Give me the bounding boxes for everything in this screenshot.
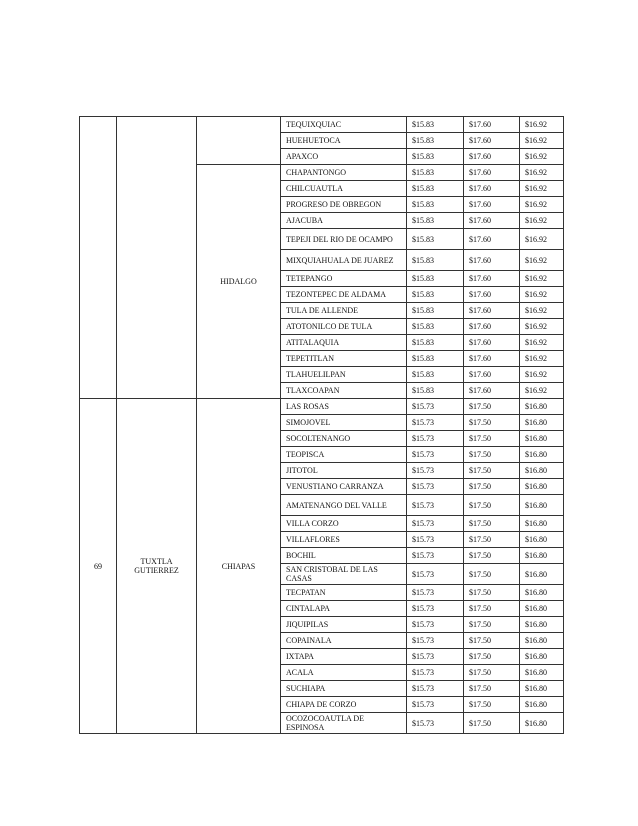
price-1-cell: $15.73 (407, 447, 464, 463)
municipio-cell: HUEHUETOCA (281, 133, 407, 149)
price-1-cell: $15.73 (407, 548, 464, 564)
municipio-cell: VILLA CORZO (281, 516, 407, 532)
price-3-cell: $16.92 (520, 213, 564, 229)
price-2-cell: $17.50 (464, 649, 520, 665)
price-2-cell: $17.60 (464, 117, 520, 133)
price-1-cell: $15.83 (407, 271, 464, 287)
municipio-cell: BOCHIL (281, 548, 407, 564)
municipio-cell: ACALA (281, 665, 407, 681)
price-1-cell: $15.83 (407, 149, 464, 165)
price-1-cell: $15.73 (407, 633, 464, 649)
price-3-cell: $16.80 (520, 516, 564, 532)
price-3-cell: $16.80 (520, 697, 564, 713)
region-name-cell (117, 117, 197, 399)
price-1-cell: $15.83 (407, 133, 464, 149)
price-2-cell: $17.50 (464, 617, 520, 633)
price-3-cell: $16.80 (520, 431, 564, 447)
price-1-cell: $15.83 (407, 197, 464, 213)
municipio-cell: CHILCUAUTLA (281, 181, 407, 197)
municipio-cell: JIQUIPILAS (281, 617, 407, 633)
price-2-cell: $17.60 (464, 165, 520, 181)
price-1-cell: $15.73 (407, 665, 464, 681)
price-1-cell: $15.73 (407, 585, 464, 601)
table-row (80, 117, 564, 133)
price-2-cell: $17.60 (464, 319, 520, 335)
price-2-cell: $17.60 (464, 229, 520, 250)
price-1-cell: $15.83 (407, 351, 464, 367)
price-3-cell: $16.92 (520, 383, 564, 399)
price-3-cell: $16.92 (520, 303, 564, 319)
municipio-cell: TETEPANGO (281, 271, 407, 287)
price-2-cell: $17.60 (464, 181, 520, 197)
price-1-cell: $15.83 (407, 229, 464, 250)
price-1-cell: $15.83 (407, 367, 464, 383)
price-2-cell: $17.60 (464, 303, 520, 319)
price-3-cell: $16.92 (520, 133, 564, 149)
state-cell: CHIAPAS (197, 399, 281, 734)
price-2-cell: $17.50 (464, 495, 520, 516)
municipio-cell: TECPATAN (281, 585, 407, 601)
municipio-cell: TEPETITLAN (281, 351, 407, 367)
price-3-cell: $16.92 (520, 181, 564, 197)
price-1-cell: $15.83 (407, 117, 464, 133)
municipio-cell: CHIAPA DE CORZO (281, 697, 407, 713)
state-cell (197, 117, 281, 165)
municipio-cell: CINTALAPA (281, 601, 407, 617)
price-3-cell: $16.80 (520, 665, 564, 681)
price-1-cell: $15.73 (407, 479, 464, 495)
municipio-cell: ATOTONILCO DE TULA (281, 319, 407, 335)
price-2-cell: $17.60 (464, 287, 520, 303)
price-3-cell: $16.80 (520, 495, 564, 516)
price-3-cell: $16.80 (520, 649, 564, 665)
price-1-cell: $15.83 (407, 287, 464, 303)
price-3-cell: $16.80 (520, 548, 564, 564)
price-2-cell: $17.50 (464, 585, 520, 601)
price-3-cell: $16.92 (520, 287, 564, 303)
price-3-cell: $16.92 (520, 117, 564, 133)
municipio-cell: SAN CRISTOBAL DE LAS CASAS (281, 564, 407, 585)
table-row (80, 399, 564, 415)
municipio-cell: VENUSTIANO CARRANZA (281, 479, 407, 495)
price-3-cell: $16.80 (520, 532, 564, 548)
price-3-cell: $16.92 (520, 367, 564, 383)
municipio-cell: OCOZOCOAUTLA DE ESPINOSA (281, 713, 407, 734)
price-3-cell: $16.80 (520, 564, 564, 585)
price-3-cell: $16.80 (520, 399, 564, 415)
price-3-cell: $16.92 (520, 165, 564, 181)
price-2-cell: $17.50 (464, 463, 520, 479)
price-3-cell: $16.92 (520, 335, 564, 351)
price-1-cell: $15.73 (407, 463, 464, 479)
price-1-cell: $15.83 (407, 250, 464, 271)
municipio-cell: TLAXCOAPAN (281, 383, 407, 399)
price-2-cell: $17.60 (464, 197, 520, 213)
price-table-body (80, 117, 564, 734)
price-3-cell: $16.80 (520, 447, 564, 463)
price-2-cell: $17.50 (464, 532, 520, 548)
price-3-cell: $16.80 (520, 617, 564, 633)
municipio-cell: CHAPANTONGO (281, 165, 407, 181)
price-1-cell: $15.73 (407, 617, 464, 633)
price-1-cell: $15.73 (407, 516, 464, 532)
price-2-cell: $17.60 (464, 383, 520, 399)
price-1-cell: $15.83 (407, 213, 464, 229)
price-2-cell: $17.60 (464, 335, 520, 351)
municipio-cell: APAXCO (281, 149, 407, 165)
region-id-cell: 69 (80, 399, 117, 734)
price-3-cell: $16.80 (520, 479, 564, 495)
municipio-cell: LAS ROSAS (281, 399, 407, 415)
price-1-cell: $15.83 (407, 303, 464, 319)
price-3-cell: $16.92 (520, 197, 564, 213)
price-2-cell: $17.50 (464, 447, 520, 463)
municipio-cell: VILLAFLORES (281, 532, 407, 548)
price-2-cell: $17.50 (464, 399, 520, 415)
price-1-cell: $15.73 (407, 681, 464, 697)
price-1-cell: $15.73 (407, 697, 464, 713)
price-1-cell: $15.73 (407, 649, 464, 665)
price-2-cell: $17.50 (464, 564, 520, 585)
price-2-cell: $17.60 (464, 213, 520, 229)
price-2-cell: $17.60 (464, 367, 520, 383)
municipio-cell: AMATENANGO DEL VALLE (281, 495, 407, 516)
price-table (79, 116, 564, 734)
price-1-cell: $15.73 (407, 564, 464, 585)
price-3-cell: $16.92 (520, 351, 564, 367)
price-3-cell: $16.80 (520, 713, 564, 734)
price-3-cell: $16.92 (520, 271, 564, 287)
price-1-cell: $15.73 (407, 495, 464, 516)
price-1-cell: $15.73 (407, 399, 464, 415)
price-3-cell: $16.80 (520, 681, 564, 697)
municipio-cell: TLAHUELILPAN (281, 367, 407, 383)
price-2-cell: $17.50 (464, 415, 520, 431)
municipio-cell: PROGRESO DE OBREGON (281, 197, 407, 213)
price-1-cell: $15.83 (407, 319, 464, 335)
price-2-cell: $17.50 (464, 697, 520, 713)
price-1-cell: $15.83 (407, 383, 464, 399)
municipio-cell: TEZONTEPEC DE ALDAMA (281, 287, 407, 303)
price-3-cell: $16.92 (520, 319, 564, 335)
price-2-cell: $17.60 (464, 351, 520, 367)
price-3-cell: $16.80 (520, 633, 564, 649)
price-1-cell: $15.73 (407, 532, 464, 548)
price-2-cell: $17.50 (464, 516, 520, 532)
price-3-cell: $16.92 (520, 250, 564, 271)
price-2-cell: $17.50 (464, 601, 520, 617)
price-2-cell: $17.50 (464, 681, 520, 697)
municipio-cell: TEPEJI DEL RIO DE OCAMPO (281, 229, 407, 250)
region-id-cell (80, 117, 117, 399)
price-3-cell: $16.92 (520, 229, 564, 250)
municipio-cell: SIMOJOVEL (281, 415, 407, 431)
municipio-cell: TULA DE ALLENDE (281, 303, 407, 319)
price-2-cell: $17.60 (464, 271, 520, 287)
price-3-cell: $16.80 (520, 463, 564, 479)
price-2-cell: $17.60 (464, 149, 520, 165)
municipio-cell: JITOTOL (281, 463, 407, 479)
municipio-cell: ATITALAQUIA (281, 335, 407, 351)
price-3-cell: $16.80 (520, 601, 564, 617)
municipio-cell: AJACUBA (281, 213, 407, 229)
municipio-cell: TEOPISCA (281, 447, 407, 463)
municipio-cell: MIXQUIAHUALA DE JUAREZ (281, 250, 407, 271)
state-cell: HIDALGO (197, 165, 281, 399)
municipio-cell: TEQUIXQUIAC (281, 117, 407, 133)
price-3-cell: $16.80 (520, 585, 564, 601)
price-3-cell: $16.80 (520, 415, 564, 431)
price-2-cell: $17.50 (464, 665, 520, 681)
price-1-cell: $15.73 (407, 601, 464, 617)
price-2-cell: $17.50 (464, 713, 520, 734)
price-1-cell: $15.73 (407, 713, 464, 734)
price-1-cell: $15.73 (407, 415, 464, 431)
price-2-cell: $17.50 (464, 479, 520, 495)
price-1-cell: $15.83 (407, 165, 464, 181)
price-2-cell: $17.60 (464, 133, 520, 149)
price-2-cell: $17.60 (464, 250, 520, 271)
municipio-cell: SOCOLTENANGO (281, 431, 407, 447)
municipio-cell: IXTAPA (281, 649, 407, 665)
price-2-cell: $17.50 (464, 633, 520, 649)
price-2-cell: $17.50 (464, 431, 520, 447)
price-1-cell: $15.73 (407, 431, 464, 447)
price-1-cell: $15.83 (407, 181, 464, 197)
municipio-cell: COPAINALA (281, 633, 407, 649)
price-2-cell: $17.50 (464, 548, 520, 564)
price-3-cell: $16.92 (520, 149, 564, 165)
region-name-cell: TUXTLA GUTIERREZ (117, 399, 197, 734)
price-1-cell: $15.83 (407, 335, 464, 351)
municipio-cell: SUCHIAPA (281, 681, 407, 697)
